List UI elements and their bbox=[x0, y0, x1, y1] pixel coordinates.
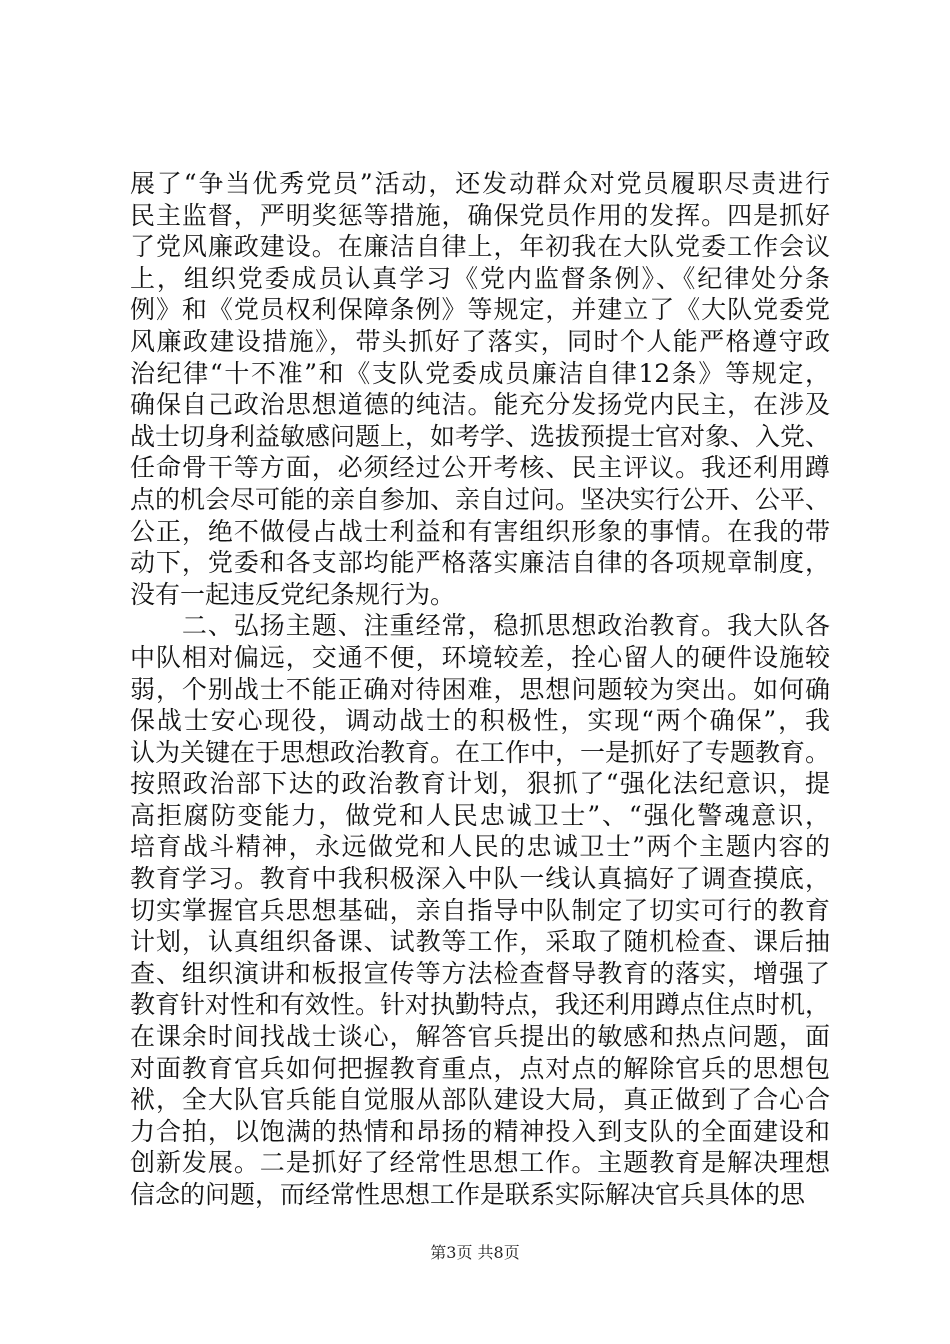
text-line: 保战士安心现役，调动战士的积极性，实现“两个确保”，我 bbox=[130, 706, 830, 736]
text-line: 信念的问题，而经常性思想工作是联系实际解决官兵具体的思 bbox=[130, 1180, 806, 1209]
text-line: 按照政治部下达的政治教育计划，狠抓了“强化法纪意识，提 bbox=[130, 769, 830, 799]
text-line: 教育学习。教育中我积极深入中队一线认真搞好了调查摸底， bbox=[130, 864, 830, 894]
text-line: 认为关键在于思想政治教育。在工作中，一是抓好了专题教育。 bbox=[130, 737, 831, 767]
text-line: 确保自己政治思想道德的纯洁。能充分发扬党内民主，在涉及 bbox=[130, 390, 830, 420]
text-line: 袱，全大队官兵能自觉服从部队建设大局，真正做到了合心合 bbox=[130, 1085, 830, 1115]
text-line: 任命骨干等方面，必须经过公开考核、民主评议。我还利用蹲 bbox=[130, 453, 830, 483]
text-line: 查、组织演讲和板报宣传等方法检查督导教育的落实，增强了 bbox=[130, 958, 830, 988]
body-text bbox=[130, 168, 830, 1211]
text-line: 切实掌握官兵思想基础，亲自指导中队制定了切实可行的教育 bbox=[130, 895, 830, 925]
text-line: 例》和《党员权利保障条例》等规定，并建立了《大队党委党 bbox=[130, 295, 830, 325]
text-line: 没有一起违反党纪条规行为。 bbox=[130, 579, 456, 609]
text-line: 创新发展。二是抓好了经常性思想工作。主题教育是解决理想 bbox=[130, 1148, 830, 1178]
text-line: 展了“争当优秀党员”活动，还发动群众对党员履职尽责进行 bbox=[130, 169, 830, 198]
text-line: 治纪律“十不准”和《支队党委成员廉洁自律12条》等规定， bbox=[130, 358, 830, 388]
text-line: 中队相对偏远，交通不便，环境较差，拴心留人的硬件设施较 bbox=[130, 642, 830, 672]
text-line: 弱，个别战士不能正确对待困难，思想问题较为突出。如何确 bbox=[130, 674, 830, 704]
text-line: 公正，绝不做侵占战士利益和有害组织形象的事情。在我的带 bbox=[130, 516, 830, 546]
text-line: 在课余时间找战士谈心，解答官兵提出的敏感和热点问题，面 bbox=[130, 1022, 830, 1052]
text-line: 点的机会尽可能的亲自参加、亲自过问。坚决实行公开、公平、 bbox=[130, 484, 831, 514]
text-line: 高拒腐防变能力，做党和人民忠诚卫士”、“强化警魂意识， bbox=[130, 800, 830, 830]
text-line: 风廉政建设措施》，带头抓好了落实，同时个人能严格遵守政 bbox=[130, 326, 830, 356]
text-line: 民主监督，严明奖惩等措施，确保党员作用的发挥。四是抓好 bbox=[130, 200, 830, 230]
text-line: 力合拍，以饱满的热情和昂扬的精神投入到支队的全面建设和 bbox=[130, 1116, 830, 1146]
text-line: 动下，党委和各支部均能严格落实廉洁自律的各项规章制度， bbox=[130, 548, 830, 578]
page-footer: 第3页 共8页 bbox=[430, 1243, 520, 1262]
text-line: 了党风廉政建设。在廉洁自律上，年初我在大队党委工作会议 bbox=[130, 232, 830, 262]
text-line: 上，组织党委成员认真学习《党内监督条例》、《纪律处分条 bbox=[130, 263, 830, 293]
text-line: 对面教育官兵如何把握教育重点，点对点的解除官兵的思想包 bbox=[130, 1053, 830, 1083]
text-line: 二、弘扬主题、注重经常，稳抓思想政治教育。我大队各 bbox=[130, 611, 830, 641]
text-line: 计划，认真组织备课、试教等工作，采取了随机检查、课后抽 bbox=[130, 927, 830, 957]
text-line: 教育针对性和有效性。针对执勤特点，我还利用蹲点住点时机， bbox=[130, 990, 831, 1020]
text-line: 培育战斗精神，永远做党和人民的忠诚卫士”两个主题内容的 bbox=[130, 832, 830, 862]
text-line: 战士切身利益敏感问题上，如考学、选拔预提士官对象、入党、 bbox=[130, 421, 831, 451]
